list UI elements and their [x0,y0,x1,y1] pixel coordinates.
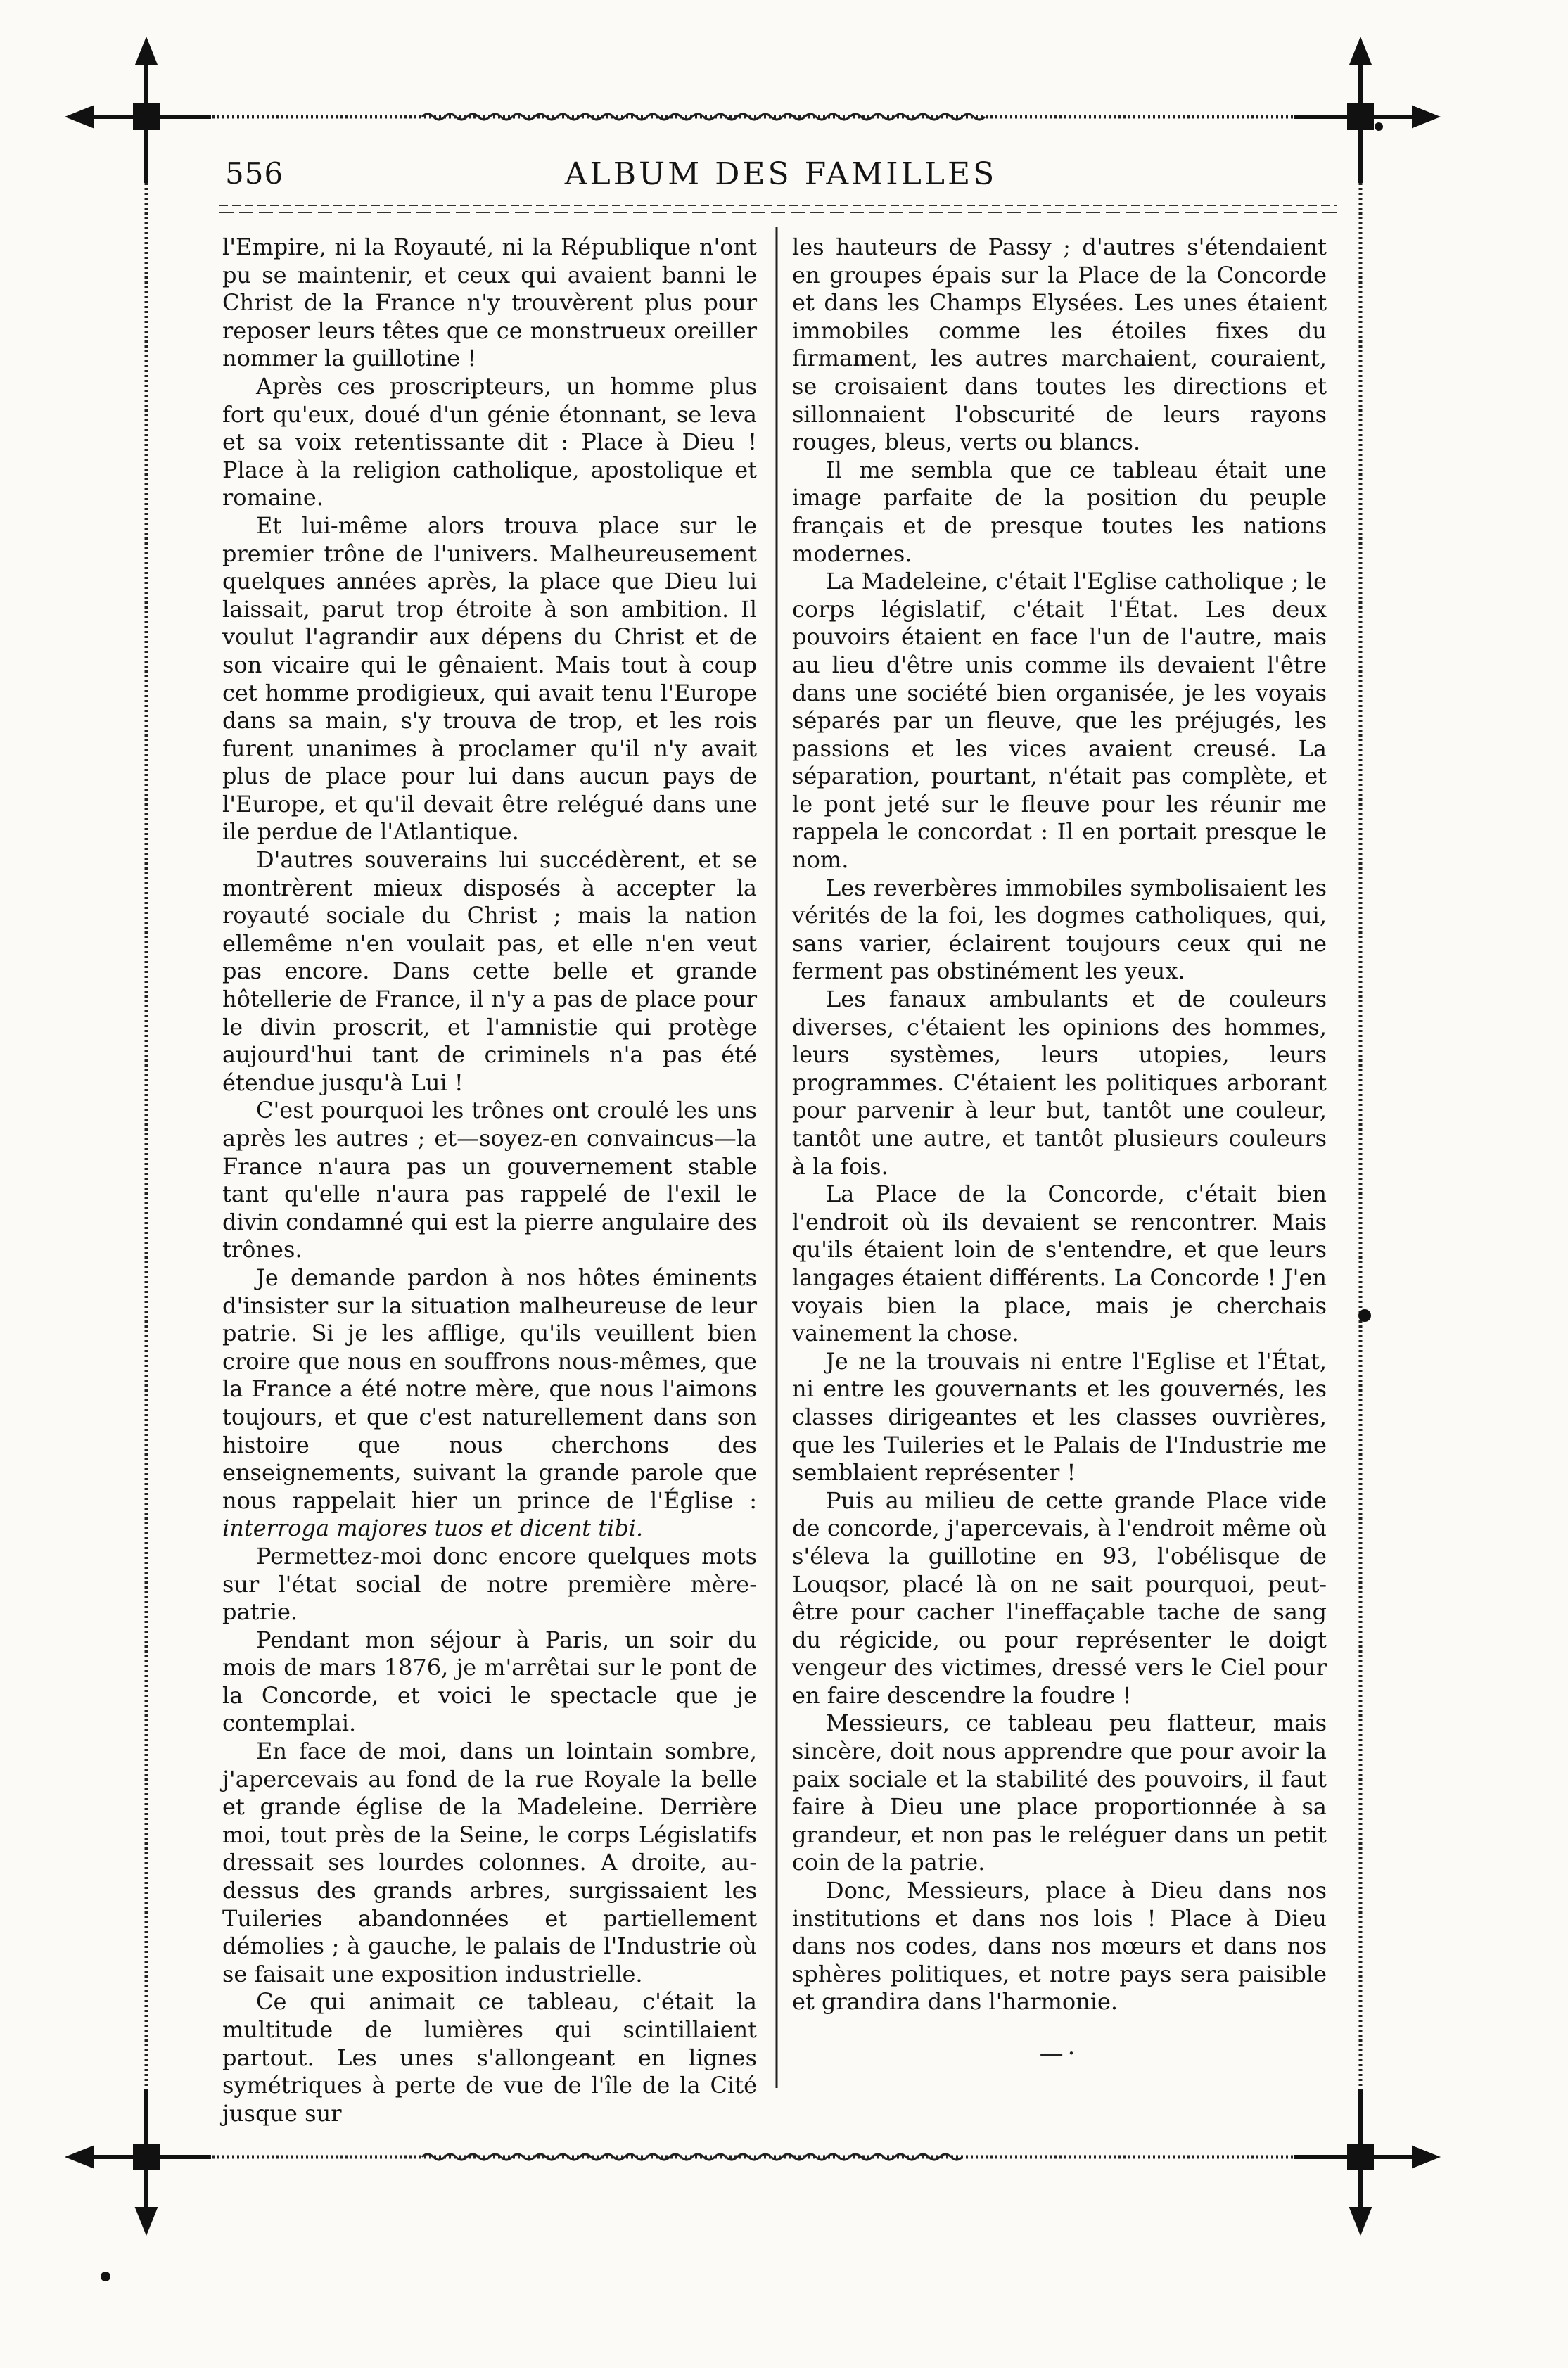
page-header [225,156,1337,198]
paragraph: Donc, Messieurs, place à Dieu dans nos institutions et dans nos lois ! Place à Dieu dans nos codes, dans nos mœurs et dans nos sphères politiques, et notre pays sera paisible et grandira dans l'harmonie. [792,1877,1327,2016]
paragraph: Après ces proscripteurs, un homme plus fort qu'eux, doué d'un génie étonnant, se leva et sa voix retentissante dit : Place à Dieu ! Place à la religion catholique, apostolique et romaine. [222,372,757,511]
paragraph: l'Empire, ni la Royauté, ni la République n'ont pu se maintenir, et ceux qui avaient banni le Christ de la France n'y trouvèrent plus pour reposer leurs têtes que ce monstrueux oreiller nommer la guillotine ! [222,234,757,372]
paragraph: Les fanaux ambulants et de couleurs diverses, c'étaient les opinions des hommes, leurs systèmes, leurs utopies, leurs programmes. C'étaient les politiques arborant pour parvenir à leur but, tantôt une couleur, tantôt une autre, et tantôt plusieurs couleurs à la fois. [792,986,1327,1180]
paragraph: En face de moi, dans un lointain sombre, j'apercevais au fond de la rue Royale la belle et grande église de la Madeleine. Derrière moi, tout près de la Seine, le corps Législatifs dressait ses lourdes colonnes. A droite, au-dessus des grands arbres, surgissaient les Tuileries abandonnées et partiellement démolies ; à gauche, le palais de l'Industrie où se faisait une exposition industrielle. [222,1738,757,1987]
paragraph: Je ne la trouvais ni entre l'Eglise et l'État, ni entre les gouvernants et les gouvernés, les classes dirigeantes et les classes ouvrières, que les Tuileries et le Palais de l'Industrie me semblaient représenter ! [792,1347,1327,1487]
paragraph: Les reverbères immobiles symbolisaient les vérités de la foi, les dogmes catholiques, qui, sans varier, éclairent toujours ceux qui ne ferment pas obstinément les yeux. [792,874,1327,985]
paragraph: Et lui-même alors trouva place sur le premier trône de l'univers. Malheureusement quelques années après, la place que Dieu lui laissait, parut trop étroite à son ambition. Il voulut l'agrandir aux dépens du Christ et de son vicaire qui le gênaient. Mais tout à coup cet homme prodigieux, qui avait tenu l'Europe dans sa main, s'y trouva de trop, et les rois furent unanimes à proclamer qu'il n'y avait plus de place pour lui dans aucun pays de l'Europe, et qu'il devait être relégué dans une ile perdue de l'Atlantique. [222,511,757,846]
paragraph: Pendant mon séjour à Paris, un soir du mois de mars 1876, je m'arrêtai sur le pont de la Concorde, et voici le spectacle que je contemplai. [222,1626,757,1737]
paragraph: Messieurs, ce tableau peu flatteur, mais sincère, doit nous apprendre que pour avoir la paix sociale et la stabilité des pouvoirs, il faut faire à Dieu une place proportionnée à sa grandeur, et non pas le reléguer dans un petit coin de la patrie. [792,1710,1327,1876]
paragraph: Ce qui animait ce tableau, c'était la multitude de lumières qui scintillaient partout. Les unes s'allongeant en lignes symétriques à perte de vue de l'île de la Cité jusque sur [222,1988,757,2127]
paragraph: Permettez-moi donc encore quelques mots sur l'état social de notre première mère-patrie. [222,1542,757,1626]
paragraph-text: Je demande pardon à nos hôtes éminents d'insister sur la situation malheureuse de leur patrie. Si je les afflige, qu'ils veuillent bien croire que nous en souffrons nous-mêmes, que la France a été notre mère, que nous l'aimons toujours, et que c'est naturellement dans son histoire que nous cherchons des enseignements, suivant la grande parole que nous rappelait hier un prince de l'Église : [222,1263,757,1514]
paragraph: La Place de la Concorde, c'était bien l'endroit où ils devaient se rencontrer. Mais qu'ils étaient loin de s'entendre, et que leurs langages étaient différents. La Concorde ! J'en voyais bien la place, mais je cherchais vainement la chose. [792,1180,1327,1347]
tail-ornament: —· [1039,2039,1080,2068]
right-column [792,234,1327,2091]
latin-quote: interroga majores tuos et dicent tibi. [222,1515,644,1542]
paragraph: les hauteurs de Passy ; d'autres s'étendaient en groupes épais sur la Place de la Concorde et dans les Champs Elysées. Les unes étaient immobiles comme les étoiles fixes du firmament, les autres marchaient, couraient, se croisaient dans toutes les directions et sillonnaient l'obscurité de leurs rayons rouges, bleus, verts ou blancs. [792,234,1327,456]
running-title: ALBUM DES FAMILLES [564,156,997,192]
left-column [222,234,757,2127]
paragraph-with-quote [222,1264,757,1543]
paragraph: La Madeleine, c'était l'Eglise catholique ; le corps législatif, c'était l'État. Les deux pouvoirs étaient en face l'un de l'autre, mais au lieu d'être unis comme ils devaient l'être dans une société bien organisée, je les voyais séparés par un fleuve, que les préjugés, les passions et les vices avaient creusé. La séparation, pourtant, n'était pas complète, et le pont jeté sur le fleuve pour les réunir me rappela le concordat : Il en portait presque le nom. [792,568,1327,874]
paragraph: D'autres souverains lui succédèrent, et se montrèrent mieux disposés à accepter la royauté sociale du Christ ; mais la nation ellemême n'en voulait pas, et elle n'en veut pas encore. Dans cette belle et grande hôtellerie de France, il n'y a pas de place pour le divin proscrit, et l'amnistie qui protège aujourd'hui tant de criminels n'a pas été étendue jusqu'à Lui ! [222,846,757,1096]
paragraph: Il me sembla que ce tableau était une image parfaite de la position du peuple français et de presque toutes les nations modernes. [792,456,1327,567]
page-number: 556 [225,156,284,191]
paragraph: C'est pourquoi les trônes ont croulé les uns après les autres ; et—soyez-en convaincus—la France n'aura pas un gouvernement stable tant qu'elle n'aura pas rappelé de l'exil le divin condamné qui est la pierre angulaire des trônes. [222,1097,757,1263]
paragraph: Puis au milieu de cette grande Place vide de concorde, j'apercevais, à l'endroit même où s'éleva la guillotine en 93, l'obélisque de Louqsor, placé là on ne sait pourquoi, peut-être pour cacher l'ineffaçable tache de sang du régicide, ou pour représenter le doigt vengeur des victimes, dressé vers le Ciel pour en faire descendre la foudre ! [792,1487,1327,1709]
